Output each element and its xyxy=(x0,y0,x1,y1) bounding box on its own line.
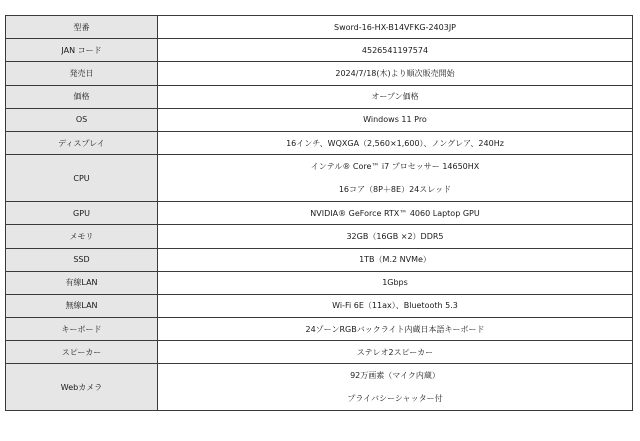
spec-value: 32GB（16GB ×2）DDR5 xyxy=(158,225,633,248)
spec-row-keyboard xyxy=(6,318,633,341)
spec-row-webcam xyxy=(6,364,633,411)
spec-row-release xyxy=(6,62,633,85)
spec-value: Windows 11 Pro xyxy=(158,108,633,131)
spec-label: Webカメラ xyxy=(6,364,158,411)
spec-row-cpu xyxy=(6,155,633,202)
spec-value: 1Gbps xyxy=(158,271,633,294)
spec-label: CPU xyxy=(6,155,158,202)
spec-row-model xyxy=(6,16,633,39)
spec-row-jan xyxy=(6,39,633,62)
spec-value: Sword-16-HX-B14VFKG-2403JP xyxy=(158,16,633,39)
spec-label: 無線LAN xyxy=(6,294,158,317)
spec-row-speaker xyxy=(6,341,633,364)
spec-value-line: 92万画素（マイク内蔵） xyxy=(350,371,440,381)
spec-row-memory xyxy=(6,225,633,248)
spec-label: 型番 xyxy=(6,16,158,39)
spec-value: 2024/7/18(木)より順次販売開始 xyxy=(158,62,633,85)
spec-row-gpu xyxy=(6,202,633,225)
spec-value: 24ゾーンRGBバックライト内蔵日本語キーボード xyxy=(158,318,633,341)
spec-value: NVIDIA® GeForce RTX™ 4060 Laptop GPU xyxy=(158,202,633,225)
spec-label: 発売日 xyxy=(6,62,158,85)
spec-value: 4526541197574 xyxy=(158,39,633,62)
spec-row-ssd xyxy=(6,248,633,271)
spec-value: Wi-Fi 6E（11ax）、Bluetooth 5.3 xyxy=(158,294,633,317)
spec-table xyxy=(5,15,633,411)
spec-value xyxy=(158,364,633,411)
spec-row-wireless-lan xyxy=(6,294,633,317)
spec-value: 1TB（M.2 NVMe） xyxy=(158,248,633,271)
spec-value: ステレオ2スピーカー xyxy=(158,341,633,364)
spec-row-price xyxy=(6,85,633,108)
spec-value-line: プライバシーシャッター付 xyxy=(347,394,443,404)
spec-value: オープン価格 xyxy=(158,85,633,108)
spec-row-display xyxy=(6,131,633,154)
spec-label: JAN コード xyxy=(6,39,158,62)
spec-value-line: 16コア（8P＋8E）24スレッド xyxy=(338,185,452,195)
spec-label: SSD xyxy=(6,248,158,271)
spec-label: キーボード xyxy=(6,318,158,341)
spec-row-wired-lan xyxy=(6,271,633,294)
spec-label: メモリ xyxy=(6,225,158,248)
spec-value-line: インテル® Core™ i7 プロセッサー 14650HX xyxy=(310,162,480,172)
spec-label: スピーカー xyxy=(6,341,158,364)
spec-value: 16インチ、WQXGA（2,560×1,600）、ノングレア、240Hz xyxy=(158,131,633,154)
spec-row-os xyxy=(6,108,633,131)
spec-label: OS xyxy=(6,108,158,131)
spec-label: 価格 xyxy=(6,85,158,108)
spec-label: ディスプレイ xyxy=(6,131,158,154)
spec-label: 有線LAN xyxy=(6,271,158,294)
spec-value xyxy=(158,155,633,202)
spec-label: GPU xyxy=(6,202,158,225)
